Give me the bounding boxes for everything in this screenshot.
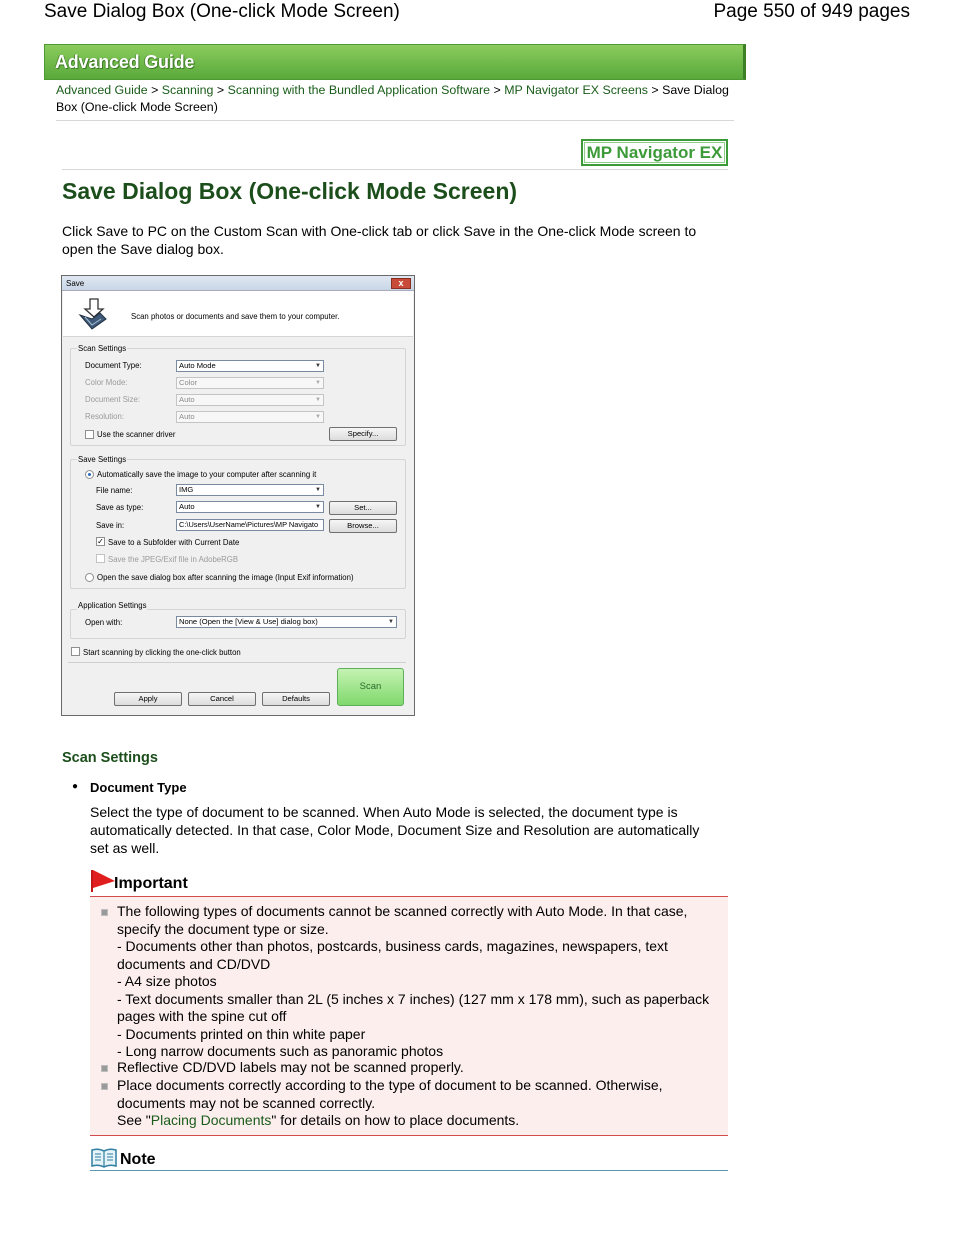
- auto-save-radio[interactable]: [85, 470, 94, 479]
- chevron-down-icon: ▼: [388, 619, 394, 625]
- cancel-button[interactable]: Cancel: [188, 692, 256, 706]
- save-dialog-screenshot: [61, 275, 415, 716]
- important-box: [90, 896, 728, 1136]
- color-mode-label: Color Mode:: [85, 378, 128, 387]
- section-heading: Scan Settings: [62, 750, 158, 766]
- close-icon[interactable]: x: [391, 278, 411, 289]
- open-save-dialog-label: Open the save dialog box after scanning the image (Input Exif information): [97, 573, 354, 582]
- defaults-button[interactable]: Defaults: [262, 692, 330, 706]
- dialog-description: Scan photos or documents and save them to your computer.: [131, 312, 340, 321]
- banner-label: Advanced Guide: [55, 52, 195, 72]
- open-with-select[interactable]: None (Open the [View & Use] dialog box) ▼: [176, 616, 397, 628]
- adobergb-label: Save the JPEG/Exif file in AdobeRGB: [108, 555, 239, 564]
- important-title: Important: [114, 875, 188, 892]
- save-as-type-select[interactable]: Auto ▼: [176, 501, 324, 513]
- divider: [56, 120, 734, 121]
- use-scanner-driver-label: Use the scanner driver: [97, 430, 176, 439]
- save-settings-group-label: Save Settings: [78, 455, 127, 464]
- scan-settings-group-label: Scan Settings: [78, 344, 127, 353]
- important-item-2: Reflective CD/DVD labels may not be scanned properly.: [117, 1059, 464, 1075]
- chevron-down-icon: ▼: [315, 380, 321, 386]
- file-name-input[interactable]: IMG ▼: [176, 484, 324, 496]
- document-type-label: Document Type:: [85, 361, 142, 370]
- term-description: Select the type of document to be scanned. When Auto Mode is selected, the document type is automatically detected. In that case, Color Mode, Document Size and Resolution are automatically set as well.: [90, 804, 700, 856]
- breadcrumb-link-scanning[interactable]: Scanning: [161, 83, 214, 97]
- dialog-title: Save: [66, 279, 85, 288]
- note-title: Note: [120, 1151, 156, 1168]
- divider: [90, 1170, 728, 1171]
- square-bullet-icon: [101, 1083, 108, 1090]
- mp-navigator-badge: MP Navigator EX: [581, 139, 728, 166]
- save-as-type-label: Save as type:: [96, 503, 144, 512]
- save-in-label: Save in:: [96, 521, 125, 530]
- use-scanner-driver-checkbox[interactable]: [85, 430, 94, 439]
- subfolder-label: Save to a Subfolder with Current Date: [108, 538, 240, 547]
- document-size-label: Document Size:: [85, 395, 141, 404]
- important-item-3: Place documents correctly according to the type of document to be scanned. Otherwise, documents may not be scanned correctly. See "Placing Documents" for details on how to place documents.: [117, 1077, 663, 1128]
- breadcrumb: Advanced Guide > Scanning > Scanning with the Bundled Application Software > MP Navigator EX Screens > Save Dialog Box (One-click Mode Screen): [56, 83, 729, 114]
- resolution-select[interactable]: Auto ▼: [176, 411, 324, 423]
- breadcrumb-current: Save Dialog Box (One-click Mode Screen): [56, 83, 729, 114]
- save-in-field[interactable]: C:\Users\UserName\Pictures\MP Navigato: [176, 519, 324, 531]
- apply-button[interactable]: Apply: [114, 692, 182, 706]
- browse-button[interactable]: Browse...: [329, 519, 397, 533]
- dialog-header: [63, 291, 413, 337]
- document-size-select[interactable]: Auto ▼: [176, 394, 324, 406]
- application-settings-group-label: Application Settings: [78, 601, 147, 610]
- breadcrumb-link-bundled-software[interactable]: Scanning with the Bundled Application Software: [227, 83, 491, 97]
- divider: [68, 662, 406, 663]
- auto-save-label: Automatically save the image to your computer after scanning it: [97, 470, 317, 479]
- intro-text: Click Save to PC on the Custom Scan with One-click tab or click Save in the One-click Mode screen to open the Save dialog box.: [62, 223, 697, 257]
- bullet-icon: ●: [72, 781, 79, 792]
- page-title: Save Dialog Box (One-click Mode Screen): [62, 178, 518, 204]
- color-mode-select[interactable]: Color ▼: [176, 377, 324, 389]
- start-scanning-label: Start scanning by clicking the one-click button: [83, 648, 241, 657]
- chevron-down-icon: ▼: [315, 414, 321, 420]
- set-button[interactable]: Set...: [329, 501, 397, 515]
- square-bullet-icon: [101, 1065, 108, 1072]
- important-item-1: The following types of documents cannot be scanned correctly with Auto Mode. In that case, specify the document type or size. - Documents other than photos, postcards, business cards, magazines, newspapers, text documents and CD/DVD - A4 size photos - Text documents smaller than 2L (5 inches x 7 inches) (127 mm x 178 mm), such as paperback pages with the spine cut off - Documents printed on thin white paper - Long narrow documents such as panoramic photos: [117, 903, 710, 1059]
- flag-icon: [90, 869, 116, 893]
- scan-save-icon: [77, 297, 111, 333]
- open-with-label: Open with:: [85, 618, 123, 627]
- document-type-select[interactable]: Auto Mode ▼: [176, 360, 324, 372]
- placing-documents-link[interactable]: Placing Documents: [150, 1112, 272, 1128]
- chevron-down-icon: ▼: [315, 504, 321, 510]
- page-number: Page 550 of 949 pages: [713, 1, 910, 22]
- divider: [62, 169, 728, 170]
- resolution-label: Resolution:: [85, 412, 125, 421]
- book-icon: [90, 1147, 118, 1169]
- subfolder-checkbox[interactable]: ✓: [97, 537, 104, 546]
- document-header-title: Save Dialog Box (One-click Mode Screen): [44, 1, 400, 22]
- breadcrumb-link-mp-navigator-screens[interactable]: MP Navigator EX Screens: [504, 83, 648, 97]
- square-bullet-icon: [101, 909, 108, 916]
- start-scanning-checkbox[interactable]: [71, 647, 80, 656]
- scan-button[interactable]: Scan: [337, 668, 404, 706]
- advanced-guide-banner: [44, 44, 746, 80]
- chevron-down-icon: ▼: [315, 397, 321, 403]
- breadcrumb-link-advanced-guide[interactable]: Advanced Guide: [56, 83, 148, 97]
- chevron-down-icon: ▼: [315, 363, 321, 369]
- file-name-label: File name:: [96, 486, 133, 495]
- dialog-titlebar: [62, 276, 414, 291]
- specify-button[interactable]: Specify...: [329, 427, 397, 441]
- adobergb-checkbox[interactable]: [96, 554, 105, 563]
- term-document-type: Document Type: [90, 780, 187, 795]
- open-save-dialog-radio[interactable]: [85, 573, 94, 582]
- chevron-down-icon: ▼: [315, 487, 321, 493]
